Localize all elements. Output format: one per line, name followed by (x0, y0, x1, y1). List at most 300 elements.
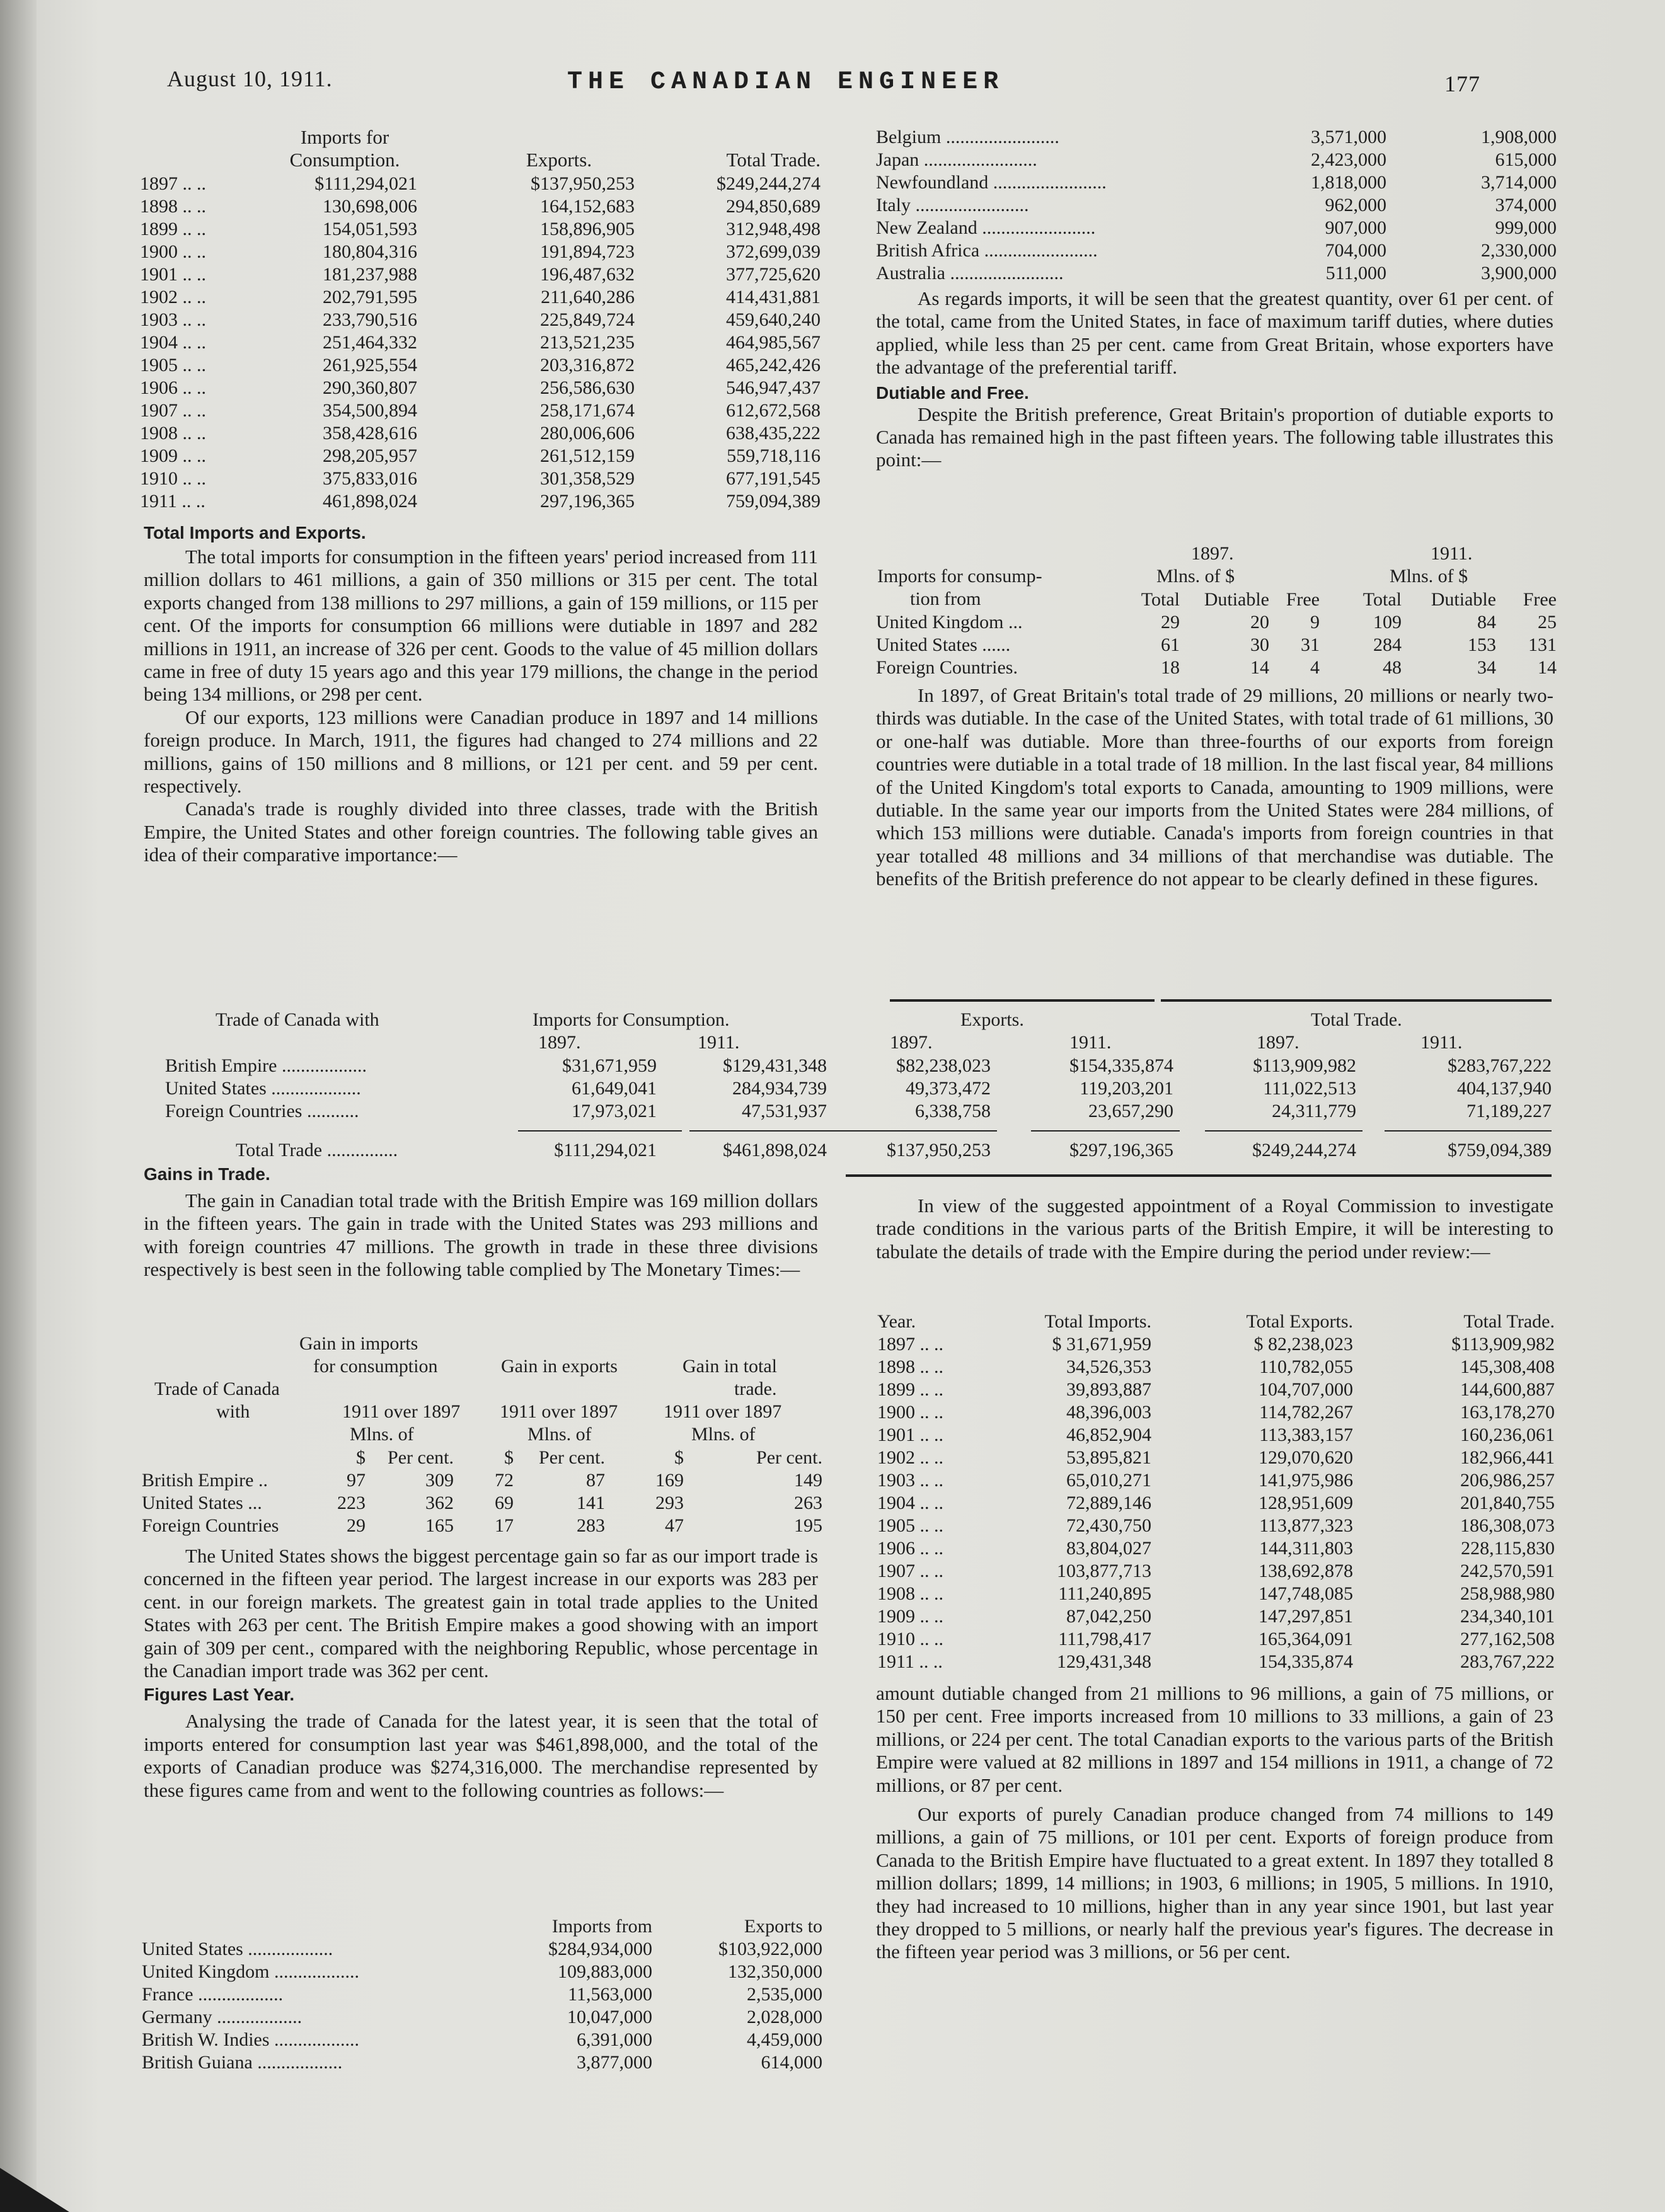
imports-cell: 10,047,000 (567, 2007, 652, 2027)
country-cell: Japan ........................ (876, 149, 1037, 170)
total-cell: 372,699,039 (726, 241, 821, 262)
value-cell: 49,373,472 (906, 1078, 991, 1099)
table-row (140, 309, 821, 331)
year-cell: 1906 .. .. (877, 1538, 943, 1559)
imports-cell: 46,852,904 (1066, 1424, 1151, 1445)
table-row (142, 1515, 822, 1537)
paragraph: The gain in Canadian total trade with the British Empire was 169 million dollars in the fifteen years. The gain in trade with the United States was 293 millions and with foreign countries 47 millions. The growth in trade in these three divisions respectively is best seen in the following table complied by The Monetary Times:— (144, 1189, 818, 1281)
table-row (877, 1401, 1555, 1424)
imports-cell: 48,396,003 (1066, 1402, 1151, 1423)
gains-header: Gain in exports (501, 1356, 618, 1377)
country-cell: New Zealand ........................ (876, 217, 1096, 238)
value-cell: 18 (1161, 657, 1180, 678)
value-cell: 24,311,779 (1272, 1101, 1356, 1121)
table-row (877, 1537, 1555, 1560)
total-cell: 234,340,101 (1460, 1606, 1555, 1627)
unit-header: Mlns. of $ (1390, 566, 1468, 587)
year-cell: 1902 .. .. (877, 1447, 943, 1468)
total-cell: 201,840,755 (1460, 1493, 1555, 1513)
table-row (877, 1378, 1555, 1401)
blank-cell (142, 1915, 470, 1938)
table-row (142, 2051, 822, 2074)
value-cell: 47 (665, 1515, 684, 1536)
table-row (140, 286, 821, 309)
total-cell: 206,986,257 (1460, 1470, 1555, 1491)
year-cell: 1908 .. .. (877, 1583, 943, 1604)
exports-cell: 196,487,632 (540, 264, 635, 285)
year-header: 1897. (1257, 1032, 1299, 1053)
exports-cell: 211,640,286 (541, 287, 635, 307)
annual-trade-table (140, 126, 821, 513)
table-row (876, 126, 1557, 149)
table-row (142, 1938, 822, 1961)
exports-cell: 132,350,000 (728, 1961, 822, 1982)
country-cell: France .................. (142, 1984, 284, 2005)
gains-header: Gain in imports (299, 1333, 418, 1354)
table-row (877, 1469, 1555, 1492)
table-row (876, 194, 1557, 217)
year-cell: 1903 .. .. (140, 309, 206, 330)
row-label-header-2: tion from (910, 588, 981, 609)
total-cell: 312,948,498 (726, 219, 821, 239)
column-header: Free (1286, 589, 1320, 610)
year-cell: 1901 .. .. (140, 264, 206, 285)
trade-by-region-table (165, 999, 1552, 1182)
exports-cell: 280,006,606 (540, 423, 635, 444)
section-heading: Figures Last Year. (144, 1685, 295, 1705)
value-cell: 61,649,041 (572, 1078, 657, 1099)
year-cell: 1910 .. .. (140, 468, 206, 489)
section-body (144, 546, 818, 867)
exports-cell: 374,000 (1495, 195, 1557, 215)
year-cell: 1899 .. .. (140, 219, 206, 239)
value-cell: 284 (1373, 634, 1402, 655)
total-cell: 242,570,591 (1460, 1561, 1555, 1581)
year-cell: 1900 .. .. (140, 241, 206, 262)
country-cell: Italy ........................ (876, 195, 1029, 215)
year-cell: 1898 .. .. (877, 1356, 943, 1377)
country-cell: United States .................. (142, 1939, 333, 1959)
value-cell: 284,934,739 (732, 1078, 827, 1099)
table-row (140, 399, 821, 422)
value-cell: 20 (1250, 612, 1269, 633)
exports-cell: 615,000 (1495, 149, 1557, 170)
row-label-header-2: with (216, 1401, 250, 1422)
table-row (140, 263, 821, 286)
year-cell: 1903 .. .. (877, 1470, 943, 1491)
column-header: Per cent. (756, 1447, 822, 1468)
exports-cell: 154,335,874 (1259, 1651, 1353, 1672)
value-cell: 48 (1383, 657, 1402, 678)
column-header: Total (1141, 589, 1180, 610)
column-header: Dutiable (1431, 589, 1496, 610)
year-cell: 1909 .. .. (877, 1606, 943, 1627)
table-row (142, 1983, 822, 2006)
dutiable-table-body (876, 588, 1557, 679)
imports-cell: 511,000 (1325, 263, 1386, 284)
table-row (877, 1310, 1555, 1333)
paragraph: As regards imports, it will be seen that the greatest quantity, over 61 per cent. of the total, came from the United States, in face of maximum tariff duties, where duties applied, while less than 25 per cent. came from Great Britain, whose exporters have the advantage of the preferential tariff. (876, 287, 1553, 379)
value-cell: 141 (577, 1493, 605, 1513)
table-row (876, 656, 1557, 679)
exports-cell: 141,975,986 (1259, 1470, 1353, 1491)
country-cell: United Kingdom ... (876, 612, 1023, 633)
region-table-body (165, 1055, 1552, 1123)
year-cell: 1905 .. .. (140, 355, 206, 375)
column-header: Dutiable (1204, 589, 1269, 610)
table-row (140, 241, 821, 263)
imports-cell: 109,883,000 (558, 1961, 652, 1982)
total-cell: 612,672,568 (726, 400, 821, 421)
paragraph: Our exports of purely Canadian produce changed from 74 millions to 149 millions, a gain of 75 millions, or 101 per cent. Exports of foreign produce from Canada to the British Empire have fluctuated to a great extent. In 1897 they totalled 8 million dollars; 1899, 14 millions; in 1903, 6 millions; in 1905, 5 millions. In 1910, they had increased to 10 millions, higher than in any year since 1901, but last year they dropped to 5 millions, or nearly half the previous year's figures. The decrease in the fifteen year period was 3 millions, or 56 per cent. (876, 1803, 1553, 1963)
section-royal-commission (876, 1195, 1553, 1263)
value-cell: 61 (1161, 634, 1180, 655)
section-total-imports (144, 523, 818, 867)
section-heading: Total Imports and Exports. (144, 523, 366, 542)
table-row (876, 611, 1557, 634)
column-header: Per cent. (388, 1447, 454, 1468)
table-row (140, 195, 821, 218)
year-cell: 1902 .. .. (140, 287, 206, 307)
exports-cell: 147,748,085 (1259, 1583, 1353, 1604)
imports-cell: 3,877,000 (577, 2052, 652, 2073)
table-row (140, 490, 821, 513)
exports-cell: 225,849,724 (540, 309, 635, 330)
value-cell: 6,338,758 (915, 1101, 991, 1121)
table-row (876, 262, 1557, 285)
table-row (165, 1139, 1552, 1162)
exports-cell: 2,330,000 (1481, 240, 1557, 261)
table-row (877, 1515, 1555, 1537)
imports-cell: 65,010,271 (1066, 1470, 1151, 1491)
imports-cell: 375,833,016 (323, 468, 417, 489)
value-cell: 17 (495, 1515, 514, 1536)
exports-cell: 614,000 (761, 2052, 822, 2073)
value-cell: 71,189,227 (1466, 1101, 1552, 1121)
year-header: 1911. (698, 1032, 740, 1053)
table-row (140, 218, 821, 241)
imports-cell: 704,000 (1325, 240, 1386, 261)
value-cell: 97 (347, 1470, 366, 1491)
value-cell: 14 (1250, 657, 1269, 678)
imports-cell: 11,563,000 (568, 1984, 652, 2005)
paragraph: The total imports for consumption in the fifteen years' period increased from 111 million dollars to 461 millions, a gain of 350 millions or 315 per cent. The total exports changed from 138 millions to 297 millions, a gain of 159 millions, or 115 per cent. Of the imports for consumption 66 millions were dutiable in 1897 and 282 millions in 1911, an increase of 326 per cent. Goods to the value of 45 million dollars came in free of duty 15 years ago and this year 179 millions, the change in the period being 134 millions, or 298 per cent. (144, 546, 818, 706)
imports-cell: 354,500,894 (323, 400, 417, 421)
year-cell: 1908 .. .. (140, 423, 206, 444)
row-label-header: Trade of Canada with (216, 1009, 379, 1030)
total-value: $461,898,024 (723, 1140, 827, 1160)
unit-header: Mlns. of $ (1156, 566, 1235, 587)
year-cell: 1907 .. .. (140, 400, 206, 421)
imports-header: Imports for Consumption. (533, 1009, 730, 1030)
table-row (142, 2006, 822, 2029)
year-cell: 1911 .. .. (140, 491, 205, 512)
exports-cell: 114,782,267 (1259, 1402, 1353, 1423)
year-cell: 1897 .. .. (877, 1334, 943, 1355)
blank-cell (876, 588, 1110, 611)
value-cell: 72 (495, 1470, 514, 1491)
region-table-total (165, 1139, 1552, 1162)
value-cell: 119,203,201 (1080, 1078, 1173, 1099)
period-header: 1911 over 1897 (500, 1401, 618, 1422)
table-row (140, 354, 821, 377)
imports-cell: 1,818,000 (1311, 172, 1386, 193)
table-row (140, 467, 821, 490)
period-header: 1911 over 1897 (664, 1401, 782, 1422)
total-cell: 759,094,389 (726, 491, 821, 512)
country-cell: Foreign Countries. (876, 657, 1018, 678)
imports-cell: 298,205,957 (323, 445, 417, 466)
year-cell: 1904 .. .. (140, 332, 206, 353)
imports-cell: 290,360,807 (323, 377, 417, 398)
value-cell: 31 (1301, 634, 1320, 655)
table-row (877, 1447, 1555, 1469)
issue-date: August 10, 1911. (167, 66, 333, 91)
total-cell: 638,435,222 (726, 423, 821, 444)
column-header: Total Imports. (1044, 1311, 1151, 1332)
total-cell: 464,985,567 (726, 332, 821, 353)
value-cell: 9 (1310, 612, 1320, 633)
region-cell: British Empire .. (142, 1470, 268, 1491)
exports-cell: 213,521,235 (540, 332, 635, 353)
value-cell: 29 (1161, 612, 1180, 633)
column-header: Total Exports. (1246, 1311, 1353, 1332)
col-imports-header: Imports for Consumption. (289, 126, 400, 171)
period-header: 1911 over 1897 (342, 1401, 461, 1422)
imports-cell: 129,431,348 (1057, 1651, 1151, 1672)
value-cell: 153 (1468, 634, 1496, 655)
imports-cell: 103,877,713 (1057, 1561, 1151, 1581)
blank-cell (142, 1447, 328, 1469)
total-cell: 145,308,408 (1460, 1356, 1555, 1377)
section-gains-comment (144, 1545, 818, 1802)
paragraph: amount dutiable changed from 21 millions to 96 millions, a gain of 75 millions, or 150 per cent. Free imports increased from 10 millions to 33 millions, a gain of 23 millions, or 224 per cent. The total Canadian exports to the various parts of the British Empire were valued at 82 millions in 1897 and 154 millions in 1911, a change of 72 millions, or 87 per cent. (876, 1682, 1553, 1796)
imports-cell: $111,294,021 (314, 173, 417, 194)
exports-cell: 113,877,323 (1259, 1515, 1353, 1536)
value-cell: 17,973,021 (572, 1101, 657, 1121)
country-cell: Newfoundland ........................ (876, 172, 1107, 193)
region-cell: Foreign Countries ........... (165, 1101, 359, 1121)
imports-cell: 202,791,595 (323, 287, 417, 307)
value-cell: 283 (577, 1515, 605, 1536)
total-cell: 677,191,545 (726, 468, 821, 489)
exports-cell: 158,896,905 (540, 219, 635, 239)
total-cell: 377,725,620 (726, 264, 821, 285)
table-row (142, 1961, 822, 1983)
col-total-header: Total Trade. (726, 149, 821, 171)
year-header: 1911. (1420, 1032, 1463, 1053)
total-cell: 258,988,980 (1460, 1583, 1555, 1604)
imports-cell: 233,790,516 (323, 309, 417, 330)
column-header: $ (504, 1447, 514, 1468)
exports-cell: 2,535,000 (747, 1984, 822, 2005)
col-exports-header: Exports. (526, 149, 592, 171)
exports-cell: 297,196,365 (540, 491, 635, 512)
imports-cell: $ 31,671,959 (1052, 1334, 1151, 1355)
total-cell: 459,640,240 (726, 309, 821, 330)
value-cell: 4 (1310, 657, 1320, 678)
value-cell: 111,022,513 (1263, 1078, 1356, 1099)
total-value: $137,950,253 (887, 1140, 991, 1160)
value-cell: 169 (655, 1470, 684, 1491)
table-row (877, 1492, 1555, 1515)
table-row (142, 1492, 822, 1515)
value-cell: 131 (1528, 634, 1557, 655)
gains-header: for consumption (313, 1356, 438, 1377)
total-cell: 144,600,887 (1460, 1379, 1555, 1400)
total-cell: 414,431,881 (726, 287, 821, 307)
value-cell: 29 (347, 1515, 366, 1536)
value-cell: 223 (337, 1493, 366, 1513)
region-cell: United States ................... (165, 1078, 361, 1099)
year-header: 1897. (890, 1032, 933, 1053)
exports-cell: 261,512,159 (540, 445, 635, 466)
value-cell: 14 (1538, 657, 1557, 678)
value-cell: 195 (794, 1515, 822, 1536)
exports-cell: 2,028,000 (747, 2007, 822, 2027)
value-cell: 25 (1538, 612, 1557, 633)
unit-header: Mlns. of (691, 1424, 756, 1445)
value-cell: $129,431,348 (723, 1055, 827, 1076)
table-row (142, 1915, 822, 1938)
country-cell: British W. Indies .................. (142, 2029, 360, 2050)
exports-cell: 999,000 (1495, 217, 1557, 238)
table-row (140, 445, 821, 467)
exports-cell: 256,586,630 (540, 377, 635, 398)
country-cell: Germany .................. (142, 2007, 302, 2027)
country-cell: Australia ........................ (876, 263, 1064, 284)
total-cell: 160,236,061 (1460, 1424, 1555, 1445)
column-header: Year. (877, 1311, 916, 1332)
exports-cell: 164,152,683 (540, 196, 635, 217)
year-cell: 1899 .. .. (877, 1379, 943, 1400)
table-row (142, 1469, 822, 1492)
exports-cell: 138,692,878 (1259, 1561, 1353, 1581)
table-row (140, 331, 821, 354)
dutiable-table (876, 543, 1557, 683)
imports-cell: 2,423,000 (1311, 149, 1386, 170)
value-cell: 109 (1373, 612, 1402, 633)
table-row (165, 1077, 1552, 1100)
imports-cell: 3,571,000 (1311, 127, 1386, 147)
gains-header: Gain in total (683, 1356, 777, 1377)
journal-title: THE CANADIAN ENGINEER (567, 68, 1005, 96)
country-cell: United Kingdom .................. (142, 1961, 359, 1982)
empire-trade-table (877, 1310, 1555, 1673)
exports-cell: 258,171,674 (540, 400, 635, 421)
section-heading: Dutiable and Free. (876, 382, 1029, 403)
total-cell: 182,966,441 (1460, 1447, 1555, 1468)
total-cell: 163,178,270 (1460, 1402, 1555, 1423)
year-cell: 1901 .. .. (877, 1424, 943, 1445)
total-cell: $249,244,274 (717, 173, 821, 194)
total-cell: 559,718,116 (727, 445, 821, 466)
table-row (142, 1447, 822, 1469)
value-cell: 362 (425, 1493, 454, 1513)
total-cell: 228,115,830 (1461, 1538, 1555, 1559)
exports-cell: 129,070,620 (1259, 1447, 1353, 1468)
column-header: Per cent. (539, 1447, 605, 1468)
row-label-header: Imports for consump- (877, 566, 1042, 587)
imports-cell: 130,698,006 (323, 196, 417, 217)
region-cell: British Empire .................. (165, 1055, 367, 1076)
value-cell: 84 (1477, 612, 1496, 633)
value-cell: 263 (794, 1493, 822, 1513)
exports-cell: 1,908,000 (1481, 127, 1557, 147)
section-gains (144, 1164, 818, 1281)
region-cell: Foreign Countries (142, 1515, 279, 1536)
value-cell: 404,137,940 (1457, 1078, 1552, 1099)
imports-cell: 72,889,146 (1066, 1493, 1151, 1513)
column-header: Free (1523, 589, 1557, 610)
exports-cell: 203,316,872 (540, 355, 635, 375)
table-row (165, 1055, 1552, 1077)
year-cell: 1905 .. .. (877, 1515, 943, 1536)
table-row (140, 422, 821, 445)
total-value: $297,196,365 (1069, 1140, 1173, 1160)
value-cell: $31,671,959 (562, 1055, 657, 1076)
binding-shadow (0, 0, 37, 2212)
country-cell: British Africa ........................ (876, 240, 1098, 261)
imports-cell: 251,464,332 (323, 332, 417, 353)
paragraph: Of our exports, 123 millions were Canadian produce in 1897 and 14 millions foreign produce. In March, 1911, the figures had changed to 274 millions and 22 millions, gains of 150 millions and 8 millions, or 121 per cent. and 59 per cent. respectively. (144, 706, 818, 798)
row-label-header: Trade of Canada (154, 1378, 280, 1399)
table-row (876, 239, 1557, 262)
exports-cell: $ 82,238,023 (1253, 1334, 1353, 1355)
year-header-1911: 1911. (1431, 543, 1473, 564)
value-cell: 293 (655, 1493, 684, 1513)
annual-table-body (140, 173, 821, 513)
table-row (165, 1100, 1552, 1123)
year-cell: 1898 .. .. (140, 196, 206, 217)
table-row (876, 149, 1557, 171)
exports-cell: 113,383,157 (1259, 1424, 1353, 1445)
value-cell: 69 (495, 1493, 514, 1513)
exports-cell: $103,922,000 (718, 1939, 822, 1959)
table-row (877, 1651, 1555, 1673)
value-cell: $283,767,222 (1448, 1055, 1552, 1076)
exports-cell: 3,714,000 (1481, 172, 1557, 193)
exports-cell: 301,358,529 (540, 468, 635, 489)
table-row (877, 1356, 1555, 1378)
table-row (877, 1628, 1555, 1651)
imports-cell: 181,237,988 (323, 264, 417, 285)
imports-cell: 907,000 (1325, 217, 1386, 238)
imports-cell: 72,430,750 (1066, 1515, 1151, 1536)
value-cell: $82,238,023 (896, 1055, 991, 1076)
exports-cell: 104,707,000 (1259, 1379, 1353, 1400)
column-header: Exports to (744, 1916, 822, 1937)
exports-cell: 3,900,000 (1481, 263, 1557, 284)
table-row (877, 1424, 1555, 1447)
total-cell: 283,767,222 (1460, 1651, 1555, 1672)
value-cell: 309 (425, 1470, 454, 1491)
imports-cell: 6,391,000 (577, 2029, 652, 2050)
table-row (876, 217, 1557, 239)
imports-cell: 180,804,316 (323, 241, 417, 262)
year-cell: 1909 .. .. (140, 445, 206, 466)
imports-cell: 154,051,593 (323, 219, 417, 239)
exports-cell: 147,297,851 (1259, 1606, 1353, 1627)
total-cell: 546,947,437 (726, 377, 821, 398)
value-cell: $154,335,874 (1069, 1055, 1173, 1076)
year-header: 1897. (538, 1032, 581, 1053)
total-cell: 277,162,508 (1460, 1629, 1555, 1649)
exports-cell: 110,782,055 (1259, 1356, 1353, 1377)
gains-table (142, 1333, 822, 1536)
year-header: 1911. (1069, 1032, 1112, 1053)
column-header: $ (356, 1447, 366, 1468)
